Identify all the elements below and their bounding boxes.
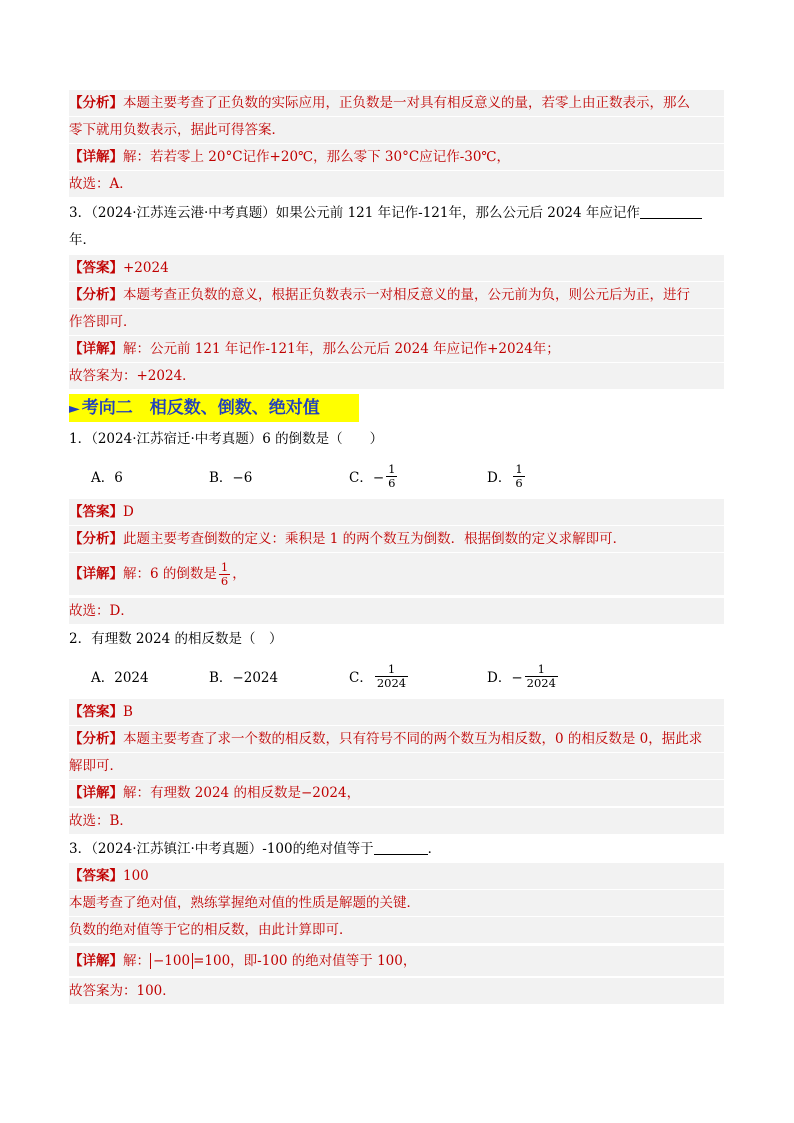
- detail-suffix: =100，即-100 的绝对值等于 100，: [193, 953, 417, 969]
- answer-tag: 【答案】: [69, 260, 123, 276]
- section-heading: [69, 394, 359, 422]
- analysis-tag: 【分析】: [69, 287, 123, 303]
- question-stem-suffix: ．: [427, 841, 442, 857]
- detail-text: 解：6 的倒数是: [123, 566, 217, 582]
- fraction-denominator: 6: [220, 574, 229, 588]
- answer-line: [69, 499, 724, 525]
- question-stem: [69, 200, 724, 226]
- analysis-text: 本题考查正负数的意义，根据正负数表示一对相反意义的量，公元前为负，则公元后为正，进行: [123, 287, 690, 303]
- answer-value: B: [123, 704, 133, 720]
- analysis-line: [69, 526, 724, 552]
- question-stem-text: 3．（2024·江苏连云港·中考真题）如果公元前 121 年记作-121年，那么公元后 2024 年应记作: [69, 205, 640, 221]
- option-b: B．−6: [209, 470, 253, 486]
- option-c-label: C．−: [349, 470, 385, 486]
- choose-line: 故选：A．: [69, 171, 724, 197]
- option-a: A．2024: [91, 670, 149, 686]
- detail-tag: 【详解】: [69, 149, 123, 165]
- answer-tag: 【答案】: [69, 868, 123, 884]
- analysis-line-2: 解即可．: [69, 753, 724, 779]
- detail-line: [69, 780, 724, 806]
- conclusion-line: 故答案为：100．: [69, 978, 724, 1004]
- triangle-arrow-icon: ►: [69, 401, 80, 417]
- detail-text: 解：: [123, 953, 150, 969]
- analysis-line-2: 零下就用负数表示，据此可得答案．: [69, 117, 724, 143]
- analysis-tag: 【分析】: [69, 531, 123, 547]
- analysis-text: 本题主要考查了正负数的实际应用，正负数是一对具有相反意义的量，若零上由正数表示，那么: [123, 95, 690, 111]
- answer-blank: [640, 204, 702, 219]
- option-d: [487, 456, 527, 496]
- choose-line: 故选：B．: [69, 808, 724, 834]
- analysis-text: 本题主要考查了求一个数的相反数，只有符号不同的两个数互为相反数，0 的相反数是 0，据此求: [123, 731, 703, 747]
- answer-value: +2024: [123, 260, 169, 276]
- fraction-numerator: 1: [387, 661, 396, 676]
- conclusion-line: 故答案为：+2024．: [69, 363, 724, 389]
- analysis-tag: 【分析】: [69, 731, 123, 747]
- fraction-denominator: 2024: [376, 675, 407, 690]
- fraction-numerator: 1: [515, 461, 523, 476]
- analysis-line: [69, 726, 724, 752]
- option-d-label: D．: [487, 470, 512, 486]
- answer-blank: [374, 840, 428, 855]
- fraction-denominator: 6: [515, 475, 523, 490]
- analysis-line-2: 作答即可．: [69, 309, 724, 335]
- detail-tag: 【详解】: [69, 953, 123, 969]
- options-row: [69, 656, 724, 696]
- choose-line: 故选：D．: [69, 598, 724, 624]
- option-c-label: C．: [349, 670, 373, 686]
- option-c: [349, 656, 410, 696]
- question-stem-text: 3．（2024·江苏镇江·中考真题）-100的绝对值等于: [69, 841, 374, 857]
- detail-text: 解：公元前 121 年记作-121年，那么公元后 2024 年应记作+2024年；: [123, 341, 560, 357]
- question-stem: 2．有理数 2024 的相反数是（ ）: [69, 631, 283, 647]
- answer-tag: 【答案】: [69, 704, 123, 720]
- fraction-denominator: 2024: [526, 675, 556, 690]
- answer-value: 100: [123, 868, 149, 884]
- detail-line: [69, 553, 724, 595]
- analysis-tag: 【分析】: [69, 95, 123, 111]
- fraction-denominator: 6: [388, 475, 396, 490]
- answer-line: [69, 699, 724, 725]
- detail-tag: 【详解】: [69, 785, 123, 801]
- fraction-numerator: 1: [388, 461, 396, 476]
- option-c-fraction: [386, 463, 397, 490]
- detail-line: [69, 144, 724, 170]
- option-d-label: D．−: [487, 670, 523, 686]
- answer-line: [69, 255, 724, 281]
- detail-line: [69, 336, 724, 362]
- detail-text: 解：有理数 2024 的相反数是−2024，: [123, 785, 361, 801]
- question-stem: 1．（2024·江苏宿迁·中考真题）6 的倒数是（ ）: [69, 431, 384, 447]
- analysis-line-2: 负数的绝对值等于它的相反数，由此计算即可．: [69, 917, 724, 943]
- detail-tag: 【详解】: [69, 341, 123, 357]
- detail-line: [69, 946, 724, 976]
- detail-tag: 【详解】: [69, 566, 123, 582]
- detail-text: 解：若若零上 20°C记作+20℃，那么零下 30°C应记作-30℃，: [123, 149, 511, 165]
- fraction-numerator: 1: [220, 560, 229, 574]
- detail-suffix: ，: [232, 566, 246, 582]
- option-b: B．−2024: [209, 670, 279, 686]
- option-a: A．6: [91, 470, 123, 486]
- analysis-line: [69, 90, 724, 116]
- options-row: [69, 456, 724, 496]
- question-stem-line-2: 年．: [69, 232, 96, 248]
- analysis-text: 此题主要考查倒数的定义：乘积是 1 的两个数互为倒数．根据倒数的定义求解即可．: [123, 531, 627, 547]
- analysis-line: [69, 282, 724, 308]
- option-c-fraction: [375, 663, 408, 690]
- option-c: [349, 456, 399, 496]
- fraction-numerator: 1: [537, 661, 545, 676]
- option-d-fraction: [513, 463, 524, 490]
- answer-value: D: [123, 504, 134, 520]
- absolute-value-expression: −100: [150, 953, 193, 969]
- question-stem: [69, 836, 724, 862]
- option-d-fraction: [525, 663, 558, 690]
- option-d: [487, 656, 560, 696]
- section-title: 考向二 相反数、倒数、绝对值: [81, 398, 320, 418]
- detail-fraction: [219, 561, 230, 588]
- analysis-line: 本题考查了绝对值，熟练掌握绝对值的性质是解题的关键．: [69, 890, 724, 916]
- answer-line: [69, 863, 724, 889]
- answer-tag: 【答案】: [69, 504, 123, 520]
